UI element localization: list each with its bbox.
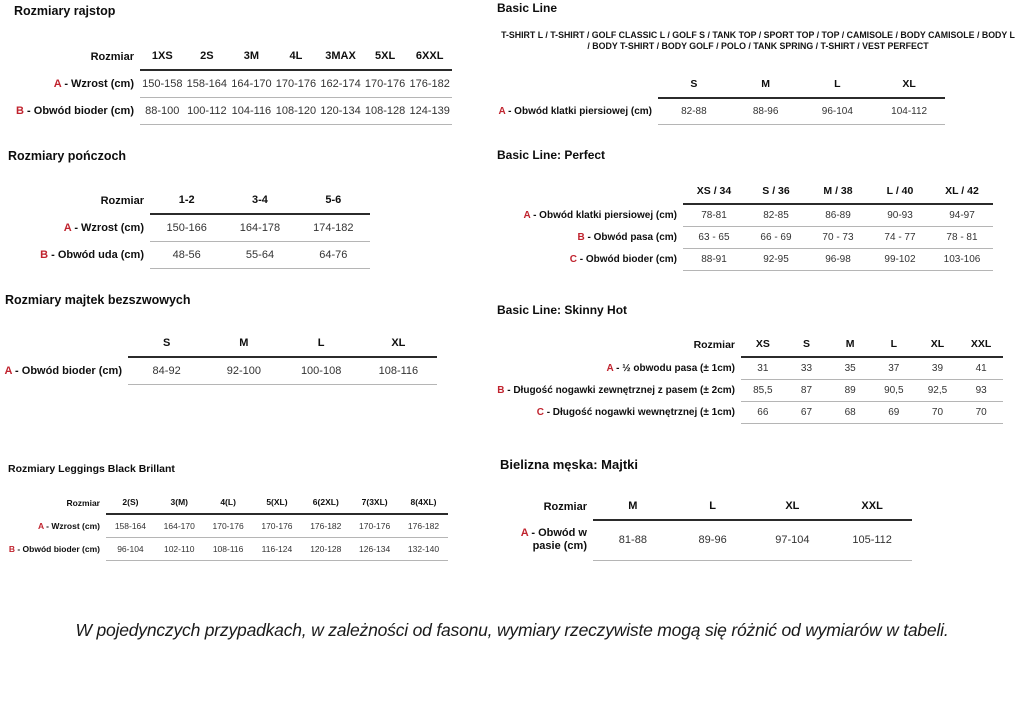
column-header: XL (753, 500, 833, 520)
table-row (30, 242, 370, 269)
cell-value: 64-76 (297, 242, 370, 269)
row-label: A - Obwód klatki piersiowej (cm) (498, 105, 652, 117)
cell-value: 84-92 (128, 357, 205, 385)
cell-value: 70 - 73 (807, 227, 869, 249)
row-label: B - Obwód uda (cm) (40, 249, 144, 261)
cell-value: 31 (741, 357, 785, 380)
cell-value: 108-116 (204, 538, 253, 561)
column-header: XXL (832, 500, 912, 520)
cell-value: 89-96 (673, 520, 753, 560)
row-label: A - Wzrost (cm) (37, 520, 100, 531)
row-label: A - Obwód w pasie (cm) (520, 527, 587, 552)
table-row (10, 98, 452, 125)
column-header: XL (916, 338, 960, 357)
row-letter: A (606, 362, 614, 374)
cell-value: 170-176 (274, 70, 319, 98)
section-title-bielizna-meska: Bielizna męska: Majtki (500, 457, 638, 472)
cell-value: 116-124 (253, 538, 302, 561)
column-header: 3MAX (318, 50, 363, 70)
cell-value: 120-134 (318, 98, 363, 125)
row-letter: C (536, 407, 544, 418)
row-letter: B (497, 385, 505, 396)
row-label: B - Obwód bioder (cm) (16, 105, 134, 117)
column-header: XXL (959, 338, 1003, 357)
cell-value: 150-166 (150, 214, 223, 242)
cell-value: 170-176 (363, 70, 408, 98)
column-header: S / 36 (745, 185, 807, 204)
column-header: 8(4XL) (399, 497, 448, 514)
table-row (30, 214, 370, 242)
row-letter: B (577, 232, 585, 243)
table-row (485, 98, 945, 125)
row-label: A - Wzrost (cm) (53, 77, 134, 90)
cell-value: 70 (959, 402, 1003, 424)
cell-value: 55-64 (223, 242, 296, 269)
table-row (0, 357, 437, 385)
size-table-basic-line-skinny-hot (488, 338, 1003, 424)
cell-value: 78-81 (683, 204, 745, 227)
cell-value: 158-164 (185, 70, 230, 98)
cell-value: 174-182 (297, 214, 370, 242)
table-row (510, 249, 993, 271)
cell-value: 78 - 81 (931, 227, 993, 249)
table-corner-label: Rozmiar (100, 194, 144, 207)
size-table-basic-line-perfect (510, 185, 993, 271)
cell-value: 48-56 (150, 242, 223, 269)
cell-value: 164-170 (155, 514, 204, 538)
column-header: 4L (274, 50, 319, 70)
cell-value: 96-104 (802, 98, 874, 125)
column-header: XS (741, 338, 785, 357)
column-header: M / 38 (807, 185, 869, 204)
section-title-basic-line: Basic Line (497, 1, 558, 15)
cell-value: 176-182 (407, 70, 452, 98)
table-row (508, 520, 912, 560)
cell-value: 39 (916, 357, 960, 380)
row-letter: A (63, 221, 72, 234)
cell-value: 104-116 (229, 98, 274, 125)
cell-value: 105-112 (832, 520, 912, 560)
row-label: B - Obwód pasa (cm) (577, 232, 677, 243)
row-letter: B (16, 105, 24, 117)
row-letter: A (4, 364, 12, 377)
column-header: 6(2XL) (301, 497, 350, 514)
cell-value: 90,5 (872, 380, 916, 402)
cell-value: 66 - 69 (745, 227, 807, 249)
row-label: C - Długość nogawki wewnętrznej (± 1cm) (536, 407, 735, 418)
cell-value: 108-116 (360, 357, 437, 385)
column-header: 5-6 (297, 194, 370, 214)
cell-value: 90-93 (869, 204, 931, 227)
cell-value: 96-98 (807, 249, 869, 271)
cell-value: 86-89 (807, 204, 869, 227)
cell-value: 81-88 (593, 520, 673, 560)
size-table (10, 50, 452, 125)
table-row (510, 204, 993, 227)
table-corner-label: Rozmiar (66, 497, 100, 508)
cell-value: 170-176 (253, 514, 302, 538)
column-header: 1-2 (150, 194, 223, 214)
column-header: 2S (185, 50, 230, 70)
cell-value: 162-174 (318, 70, 363, 98)
cell-value: 150-158 (140, 70, 185, 98)
cell-value: 176-182 (301, 514, 350, 538)
column-header: 4(L) (204, 497, 253, 514)
cell-value: 33 (785, 357, 829, 380)
row-label: A - ½ obwodu pasa (± 1cm) (606, 362, 735, 374)
cell-value: 104-112 (873, 98, 945, 125)
size-table-rajstopy (10, 50, 452, 125)
table-corner-label: Rozmiar (543, 500, 587, 513)
row-label: B - Obwód bioder (cm) (8, 544, 100, 554)
cell-value: 132-140 (399, 538, 448, 561)
cell-value: 96-104 (106, 538, 155, 561)
column-header: 3M (229, 50, 274, 70)
cell-value: 170-176 (350, 514, 399, 538)
column-header: L / 40 (869, 185, 931, 204)
cell-value: 102-110 (155, 538, 204, 561)
size-table (510, 185, 993, 271)
column-header: L (673, 500, 753, 520)
column-header: L (802, 78, 874, 98)
row-letter: A (498, 105, 506, 117)
column-header: XL (873, 78, 945, 98)
cell-value: 170-176 (204, 514, 253, 538)
table-row (6, 538, 448, 561)
column-header: 5XL (363, 50, 408, 70)
column-header: 6XXL (407, 50, 452, 70)
section-title-ponczochy: Rozmiary pończoch (8, 149, 127, 163)
column-header: 7(3XL) (350, 497, 399, 514)
cell-value: 82-88 (658, 98, 730, 125)
cell-value: 70 (916, 402, 960, 424)
cell-value: 94-97 (931, 204, 993, 227)
cell-value: 99-102 (869, 249, 931, 271)
table-corner-label: Rozmiar (693, 338, 735, 351)
table-row (6, 514, 448, 538)
cell-value: 88-91 (683, 249, 745, 271)
column-header: S (128, 337, 205, 357)
column-header: 1XS (140, 50, 185, 70)
size-table-ponczochy (30, 194, 370, 269)
basic-line-product-list: T-SHIRT L / T-SHIRT / GOLF CLASSIC L / GOLF S / TANK TOP / SPORT TOP / TOP / CAMISOLE / BODY CAMISOLE / BODY L / BODY T-SHIRT / BODY GOLF / POLO / TANK SPRING / T-SHIRT / VEST PERFECT (501, 30, 1015, 51)
size-table-leggings (6, 497, 448, 561)
row-letter: B (8, 544, 15, 554)
column-header: M (828, 338, 872, 357)
cell-value: 108-120 (274, 98, 319, 125)
column-header: XL / 42 (931, 185, 993, 204)
section-title-basic-line-perfect: Basic Line: Perfect (497, 148, 606, 162)
row-letter: A (53, 77, 62, 90)
column-header: L (872, 338, 916, 357)
cell-value: 120-128 (301, 538, 350, 561)
cell-value: 100-112 (185, 98, 230, 125)
size-table (488, 338, 1003, 424)
section-title-majtki-bezszwowe: Rozmiary majtek bezszwowych (5, 293, 191, 307)
row-letter: A (37, 520, 44, 531)
row-letter: C (569, 254, 577, 265)
size-table-majtki-bezszwowe (0, 337, 437, 385)
section-title-rajstopy: Rozmiary rajstop (14, 4, 116, 18)
cell-value: 93 (959, 380, 1003, 402)
size-table (0, 337, 437, 385)
column-header: XL (360, 337, 437, 357)
cell-value: 124-139 (407, 98, 452, 125)
table-row (488, 357, 1003, 380)
cell-value: 100-108 (283, 357, 360, 385)
row-label: A - Obwód bioder (cm) (4, 364, 122, 377)
column-header: S (658, 78, 730, 98)
cell-value: 88-100 (140, 98, 185, 125)
row-label: C - Obwód bioder (cm) (569, 254, 677, 265)
cell-value: 66 (741, 402, 785, 424)
cell-value: 103-106 (931, 249, 993, 271)
column-header: S (785, 338, 829, 357)
cell-value: 108-128 (363, 98, 408, 125)
size-table (30, 194, 370, 269)
cell-value: 87 (785, 380, 829, 402)
row-label: A - Obwód klatki piersiowej (cm) (523, 209, 677, 221)
table-row (488, 402, 1003, 424)
cell-value: 164-178 (223, 214, 296, 242)
column-header: M (205, 337, 282, 357)
row-label: A - Wzrost (cm) (63, 221, 144, 234)
table-corner-label: Rozmiar (90, 50, 134, 63)
cell-value: 92,5 (916, 380, 960, 402)
row-letter: A (520, 527, 529, 539)
section-title-leggings: Rozmiary Leggings Black Brillant (8, 463, 175, 475)
column-header: 3-4 (223, 194, 296, 214)
column-header: M (730, 78, 802, 98)
column-header: M (593, 500, 673, 520)
cell-value: 69 (872, 402, 916, 424)
cell-value: 92-95 (745, 249, 807, 271)
section-title-basic-line-skinny-hot: Basic Line: Skinny Hot (497, 303, 628, 317)
cell-value: 164-170 (229, 70, 274, 98)
column-header: 2(S) (106, 497, 155, 514)
size-table (6, 497, 448, 561)
row-letter: A (523, 209, 531, 221)
size-table-bielizna-meska (508, 500, 912, 561)
disclaimer-note: W pojedynczych przypadkach, w zależności od fasonu, wymiary rzeczywiste mogą się różnić od wymiarów w tabeli. (75, 620, 949, 640)
table-corner-label (485, 78, 658, 98)
cell-value: 41 (959, 357, 1003, 380)
cell-value: 176-182 (399, 514, 448, 538)
size-table (508, 500, 912, 561)
cell-value: 85,5 (741, 380, 785, 402)
table-corner-label (0, 337, 128, 357)
cell-value: 37 (872, 357, 916, 380)
cell-value: 92-100 (205, 357, 282, 385)
cell-value: 88-96 (730, 98, 802, 125)
cell-value: 89 (828, 380, 872, 402)
table-row (488, 380, 1003, 402)
cell-value: 74 - 77 (869, 227, 931, 249)
cell-value: 63 - 65 (683, 227, 745, 249)
size-table-basic-line (485, 78, 945, 125)
column-header: XS / 34 (683, 185, 745, 204)
table-row (510, 227, 993, 249)
column-header: 5(XL) (253, 497, 302, 514)
cell-value: 68 (828, 402, 872, 424)
row-label: B - Długość nogawki zewnętrznej z pasem (± 2cm) (497, 385, 735, 396)
cell-value: 82-85 (745, 204, 807, 227)
column-header: 3(M) (155, 497, 204, 514)
cell-value: 97-104 (753, 520, 833, 560)
table-corner-label (510, 185, 683, 204)
cell-value: 126-134 (350, 538, 399, 561)
cell-value: 67 (785, 402, 829, 424)
row-letter: B (40, 249, 49, 261)
cell-value: 35 (828, 357, 872, 380)
column-header: L (283, 337, 360, 357)
cell-value: 158-164 (106, 514, 155, 538)
size-table (485, 78, 945, 125)
table-row (10, 70, 452, 98)
